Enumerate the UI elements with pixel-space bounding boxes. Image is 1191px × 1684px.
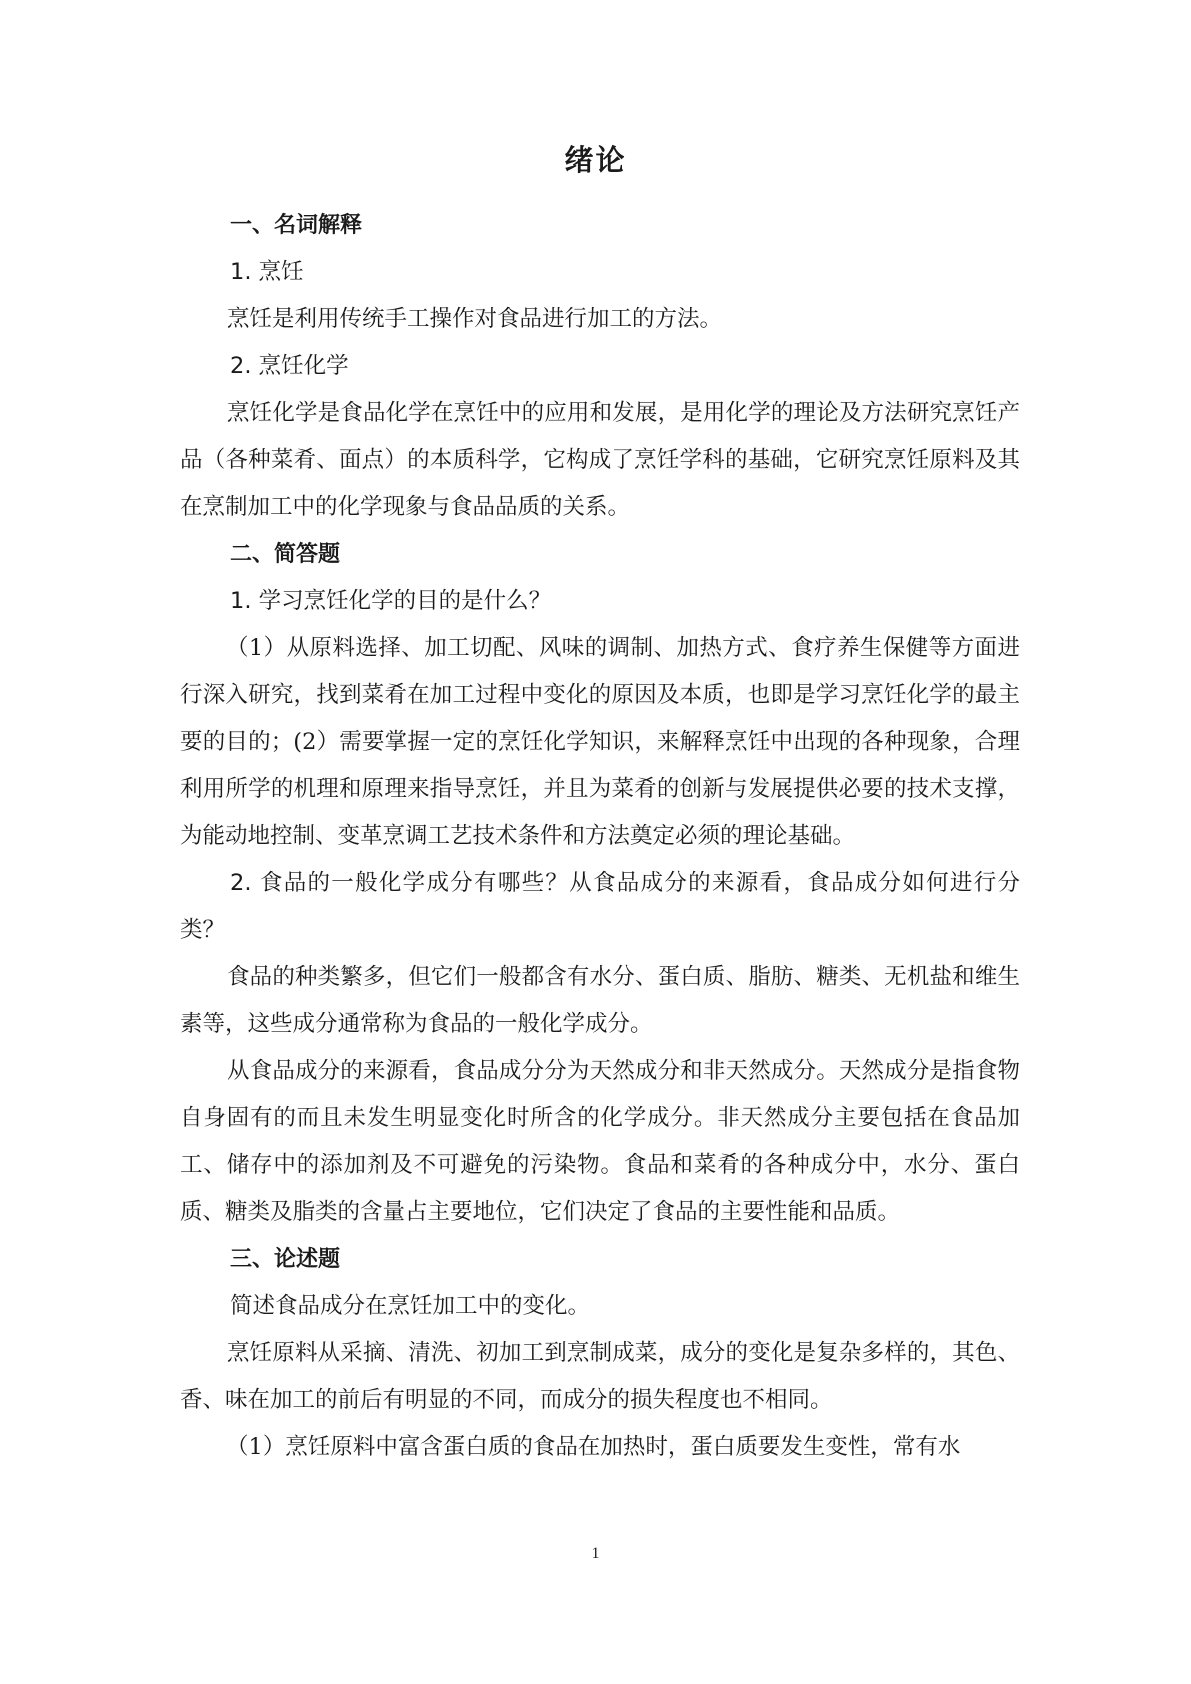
document-body	[180, 202, 1020, 1471]
term-label-cooking: 1. 烹饪	[230, 259, 304, 285]
section-heading-terms: 一、名词解释	[230, 213, 363, 238]
question-1: 1. 学习烹饪化学的目的是什么？	[230, 588, 552, 614]
page-title: 绪论	[564, 143, 627, 177]
term-label-cooking-chemistry: 2. 烹饪化学	[230, 353, 349, 379]
answer-2-paragraph-2: 从食品成分的来源看，食品成分分为天然成分和非天然成分。天然成分是指食物自身固有的而且未发生明显变化时所含的化学成分。非天然成分主要包括在食品加工、储存中的添加剂及不可避免的污染物。食品和菜肴的各种成分中，水分、蛋白质、糖类及脂类的含量占主要地位，它们决定了食品的主要性能和品质。	[180, 1058, 1020, 1225]
answer-2-paragraph-1: 食品的种类繁多，但它们一般都含有水分、蛋白质、脂肪、糖类、无机盐和维生素等，这些成分通常称为食品的一般化学成分。	[180, 964, 1020, 1037]
section-heading-essay: 三、论述题	[230, 1247, 341, 1272]
section-heading-short-answer: 二、简答题	[230, 542, 341, 567]
essay-question: 简述食品成分在烹饪加工中的变化。	[230, 1293, 591, 1319]
page-number: 1	[591, 1545, 600, 1562]
essay-answer-paragraph-1: 烹饪原料从采摘、清洗、初加工到烹制成菜，成分的变化是复杂多样的，其色、香、味在加工的前后有明显的不同，而成分的损失程度也不相同。	[180, 1340, 1020, 1413]
answer-1: （1）从原料选择、加工切配、风味的调制、加热方式、食疗养生保健等方面进行深入研究，找到菜肴在加工过程中变化的原因及本质，也即是学习烹饪化学的最主要的目的；(2）需要掌握一定的烹饪化学知识，来解释烹饪中出现的各种现象，合理利用所学的机理和原理来指导烹饪，并且为菜肴的创新与发展提供必要的技术支撑，为能动地控制、变革烹调工艺技术条件和方法奠定必须的理论基础。	[180, 635, 1020, 849]
term-definition-cooking: 烹饪是利用传统手工操作对食品进行加工的方法。	[227, 306, 723, 332]
term-definition-cooking-chemistry: 烹饪化学是食品化学在烹饪中的应用和发展，是用化学的理论及方法研究烹饪产品（各种菜肴、面点）的本质科学，它构成了烹饪学科的基础，它研究烹饪原料及其在烹制加工中的化学现象与食品品质的关系。	[180, 400, 1020, 520]
essay-answer-paragraph-2: （1）烹饪原料中富含蛋白质的食品在加热时，蛋白质要发生变性，常有水	[226, 1434, 961, 1460]
question-2: 2. 食品的一般化学成分有哪些？从食品成分的来源看，食品成分如何进行分类？	[180, 870, 1020, 943]
